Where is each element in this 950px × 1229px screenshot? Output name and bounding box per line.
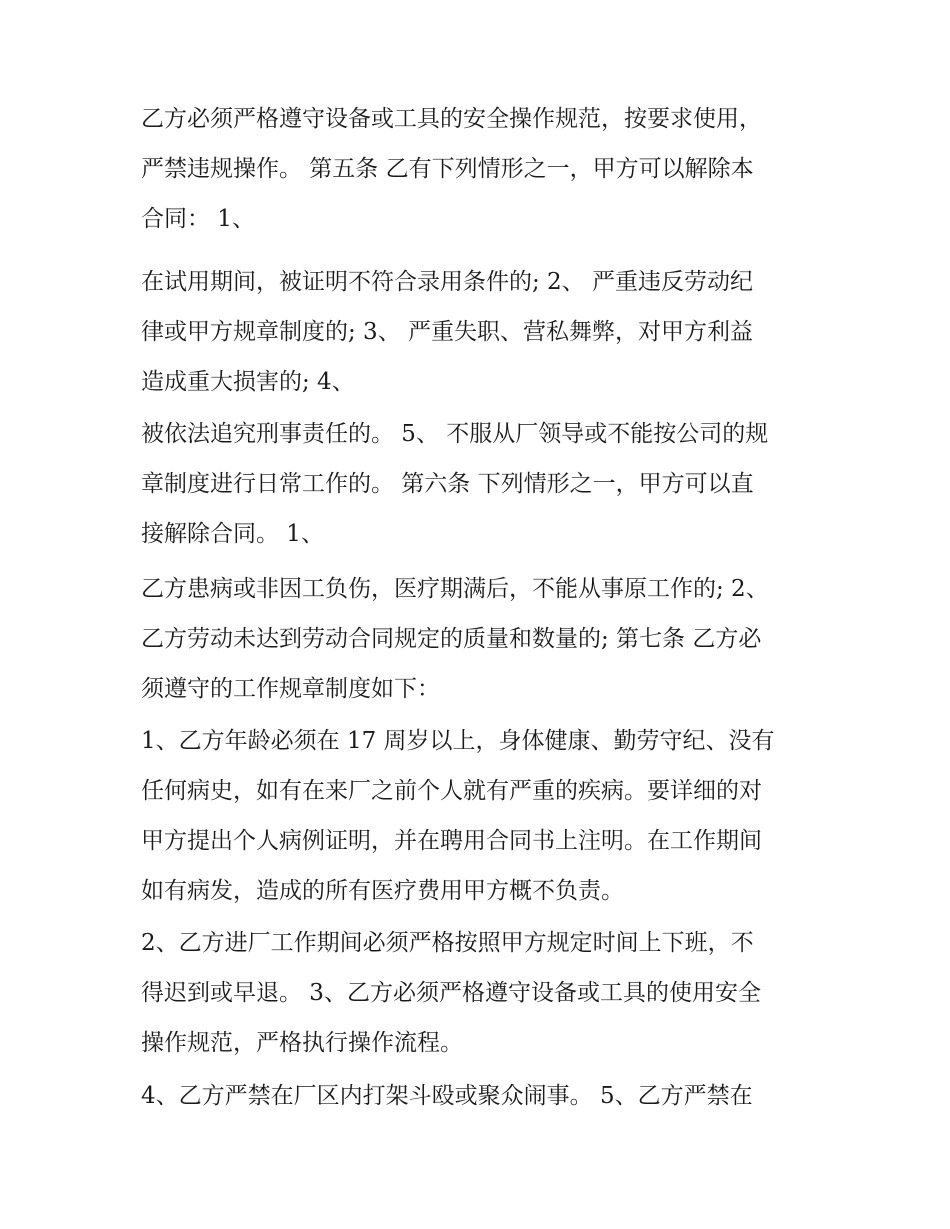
- text-line: 造成重大损害的; 4、: [141, 369, 355, 395]
- text-line: 章制度进行日常工作的。 第六条 下列情形之一，甲方可以直: [141, 471, 754, 497]
- text-line: 被依法追究刑事责任的。 5、 不服从厂领导或不能按公司的规: [141, 421, 769, 447]
- text-line: 甲方提出个人病例证明，并在聘用合同书上注明。在工作期间: [141, 828, 762, 854]
- text-line: 操作规范，严格执行操作流程。: [141, 1030, 463, 1056]
- text-line: 4、乙方严禁在厂区内打架斗殴或聚众闹事。 5、乙方严禁在: [141, 1083, 753, 1109]
- text-line: 合同： 1、: [141, 206, 255, 232]
- text-line: 在试用期间，被证明不符合录用条件的; 2、 严重违反劳动纪: [141, 269, 754, 295]
- text-line: 接解除合同。 1、: [141, 521, 324, 547]
- text-line: 律或甲方规章制度的; 3、 严重失职、营私舞弊，对甲方利益: [141, 319, 754, 345]
- text-line: 如有病发，造成的所有医疗费用甲方概不负责。: [141, 878, 624, 904]
- text-line: 乙方必须严格遵守设备或工具的安全操作规范，按要求使用，: [141, 106, 762, 132]
- text-line: 乙方劳动未达到劳动合同规定的质量和数量的; 第七条 乙方必: [141, 626, 762, 652]
- text-line: 1、乙方年龄必须在 17 周岁以上，身体健康、勤劳守纪、没有: [141, 728, 775, 754]
- text-line: 得迟到或早退。 3、乙方必须严格遵守设备或工具的使用安全: [141, 980, 761, 1006]
- text-line: 乙方患病或非因工负伤，医疗期满后，不能从事原工作的; 2、: [141, 576, 769, 602]
- text-line: 严禁违规操作。 第五条 乙有下列情形之一，甲方可以解除本: [141, 156, 754, 182]
- text-line: 2、乙方进厂工作期间必须严格按照甲方规定时间上下班，不: [141, 930, 754, 956]
- text-line: 须遵守的工作规章制度如下：: [141, 676, 440, 702]
- text-line: 任何病史，如有在来厂之前个人就有严重的疾病。要详细的对: [141, 778, 762, 804]
